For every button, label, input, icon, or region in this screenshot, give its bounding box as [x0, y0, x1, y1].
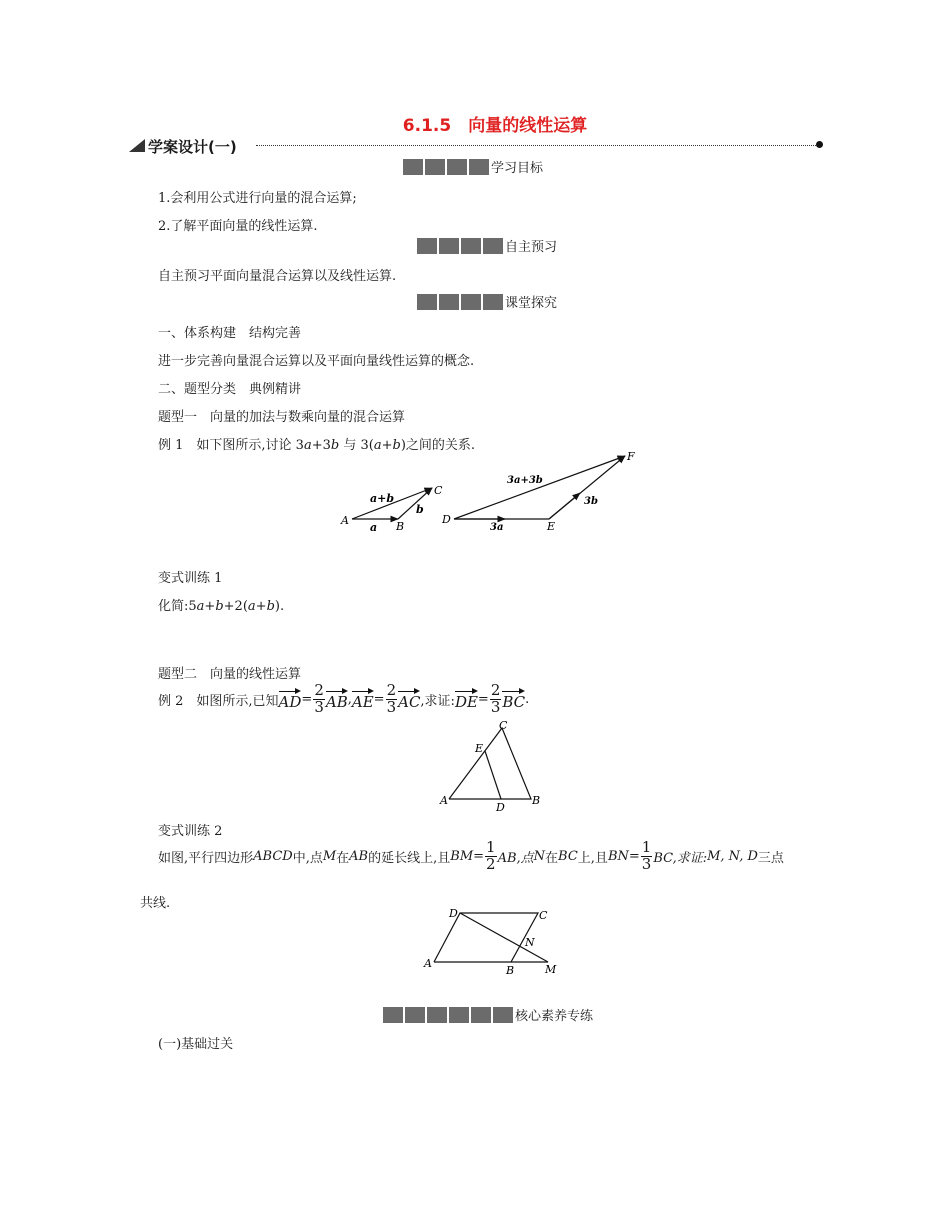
section-blocks	[383, 1007, 513, 1023]
parallelogram-ABCD	[434, 913, 538, 962]
variant-1-heading: 变式训练 1	[158, 571, 223, 586]
label-a-plus-b: a+b	[370, 492, 395, 505]
example-1: 例 1 如下图所示,讨论 3a+3b 与 3(a+b)之间的关系.	[158, 438, 476, 453]
section-preview-label: 自主预习	[505, 240, 558, 255]
part1-text: 进一步完善向量混合运算以及平面向量线性运算的概念.	[158, 354, 475, 369]
label-C: C	[539, 909, 548, 922]
preview-text: 自主预习平面向量混合运算以及线性运算.	[158, 269, 397, 284]
section-explore	[417, 292, 557, 311]
figure-2	[435, 718, 550, 814]
label-B: B	[532, 794, 541, 807]
part1-heading: 一、体系构建 结构完善	[158, 326, 302, 341]
segment-DM	[460, 913, 548, 962]
section-blocks	[417, 294, 503, 310]
label-M: M	[545, 963, 557, 976]
variant-1-text: 化简:5a+b+2(a+b).	[158, 599, 285, 614]
vec-b-line	[398, 488, 432, 519]
variant-2-text-cont: 共线.	[140, 896, 171, 911]
triangle-icon	[128, 138, 146, 154]
goal-2: 2.了解平面向量的线性运算.	[158, 219, 318, 234]
type2-heading: 题型二 向量的线性运算	[158, 667, 302, 682]
label-B: B	[506, 964, 515, 977]
figure-1	[340, 448, 640, 538]
goal-1: 1.会利用公式进行向量的混合运算;	[158, 191, 357, 206]
label-E: E	[547, 520, 556, 533]
variant-2-text: 如图,平行四边形 ABCD 中,点 M 在 AB 的延长线上,且 BM= $\frac{1}{2}$ AB,点 N 在 BC 上,且 BN= $\frac{1}{3}$ BC,求证: M, N, D 三点	[158, 838, 784, 873]
variant-2-heading: 变式训练 2	[158, 824, 223, 839]
label-D: D	[442, 513, 451, 526]
segment-DE	[485, 751, 501, 799]
section-goals	[403, 157, 543, 176]
section-goals-label: 学习目标	[491, 161, 544, 176]
basics-heading: (一)基础过关	[158, 1037, 234, 1052]
section-explore-label: 课堂探究	[505, 296, 558, 311]
label-3a-3b: 3a+3b	[507, 475, 543, 486]
page-title: 6.1.5 向量的线性运算	[402, 116, 588, 136]
end-dot-icon	[816, 141, 823, 148]
figure-3	[420, 905, 570, 977]
design-label: 学案设计(一)	[148, 138, 237, 156]
label-C: C	[434, 484, 443, 497]
section-practice	[383, 1005, 593, 1024]
type1-heading: 题型一 向量的加法与数乘向量的混合运算	[158, 410, 406, 425]
vec-sum-line	[454, 456, 625, 519]
section-blocks	[417, 238, 503, 254]
label-A: A	[341, 514, 349, 527]
label-D: D	[449, 907, 458, 920]
design-banner	[128, 136, 828, 156]
label-D: D	[496, 801, 505, 814]
label-A: A	[424, 957, 432, 970]
label-3b: 3b	[584, 496, 598, 507]
label-b: b	[416, 503, 424, 516]
vec-3b-arrow	[549, 493, 580, 519]
section-practice-label: 核心素养专练	[515, 1009, 594, 1024]
label-A: A	[440, 794, 448, 807]
part2-heading: 二、题型分类 典例精讲	[158, 382, 302, 397]
example-2: 例 2 如图所示,已知 AD = $\frac{2}{3}$ AB , AE = $\frac{2}{3}$ AC ,求证: DE = $\frac{2}{3}$ BC .	[158, 681, 530, 716]
triangle-ABC	[449, 728, 531, 799]
section-blocks	[403, 159, 489, 175]
label-a: a	[370, 521, 378, 534]
label-E: E	[475, 742, 484, 755]
label-F: F	[627, 450, 635, 463]
dotted-divider	[256, 145, 818, 146]
label-N: N	[525, 936, 535, 949]
label-B: B	[396, 520, 405, 533]
label-C: C	[499, 719, 508, 732]
label-3a: 3a	[490, 522, 504, 533]
section-preview	[417, 236, 557, 255]
